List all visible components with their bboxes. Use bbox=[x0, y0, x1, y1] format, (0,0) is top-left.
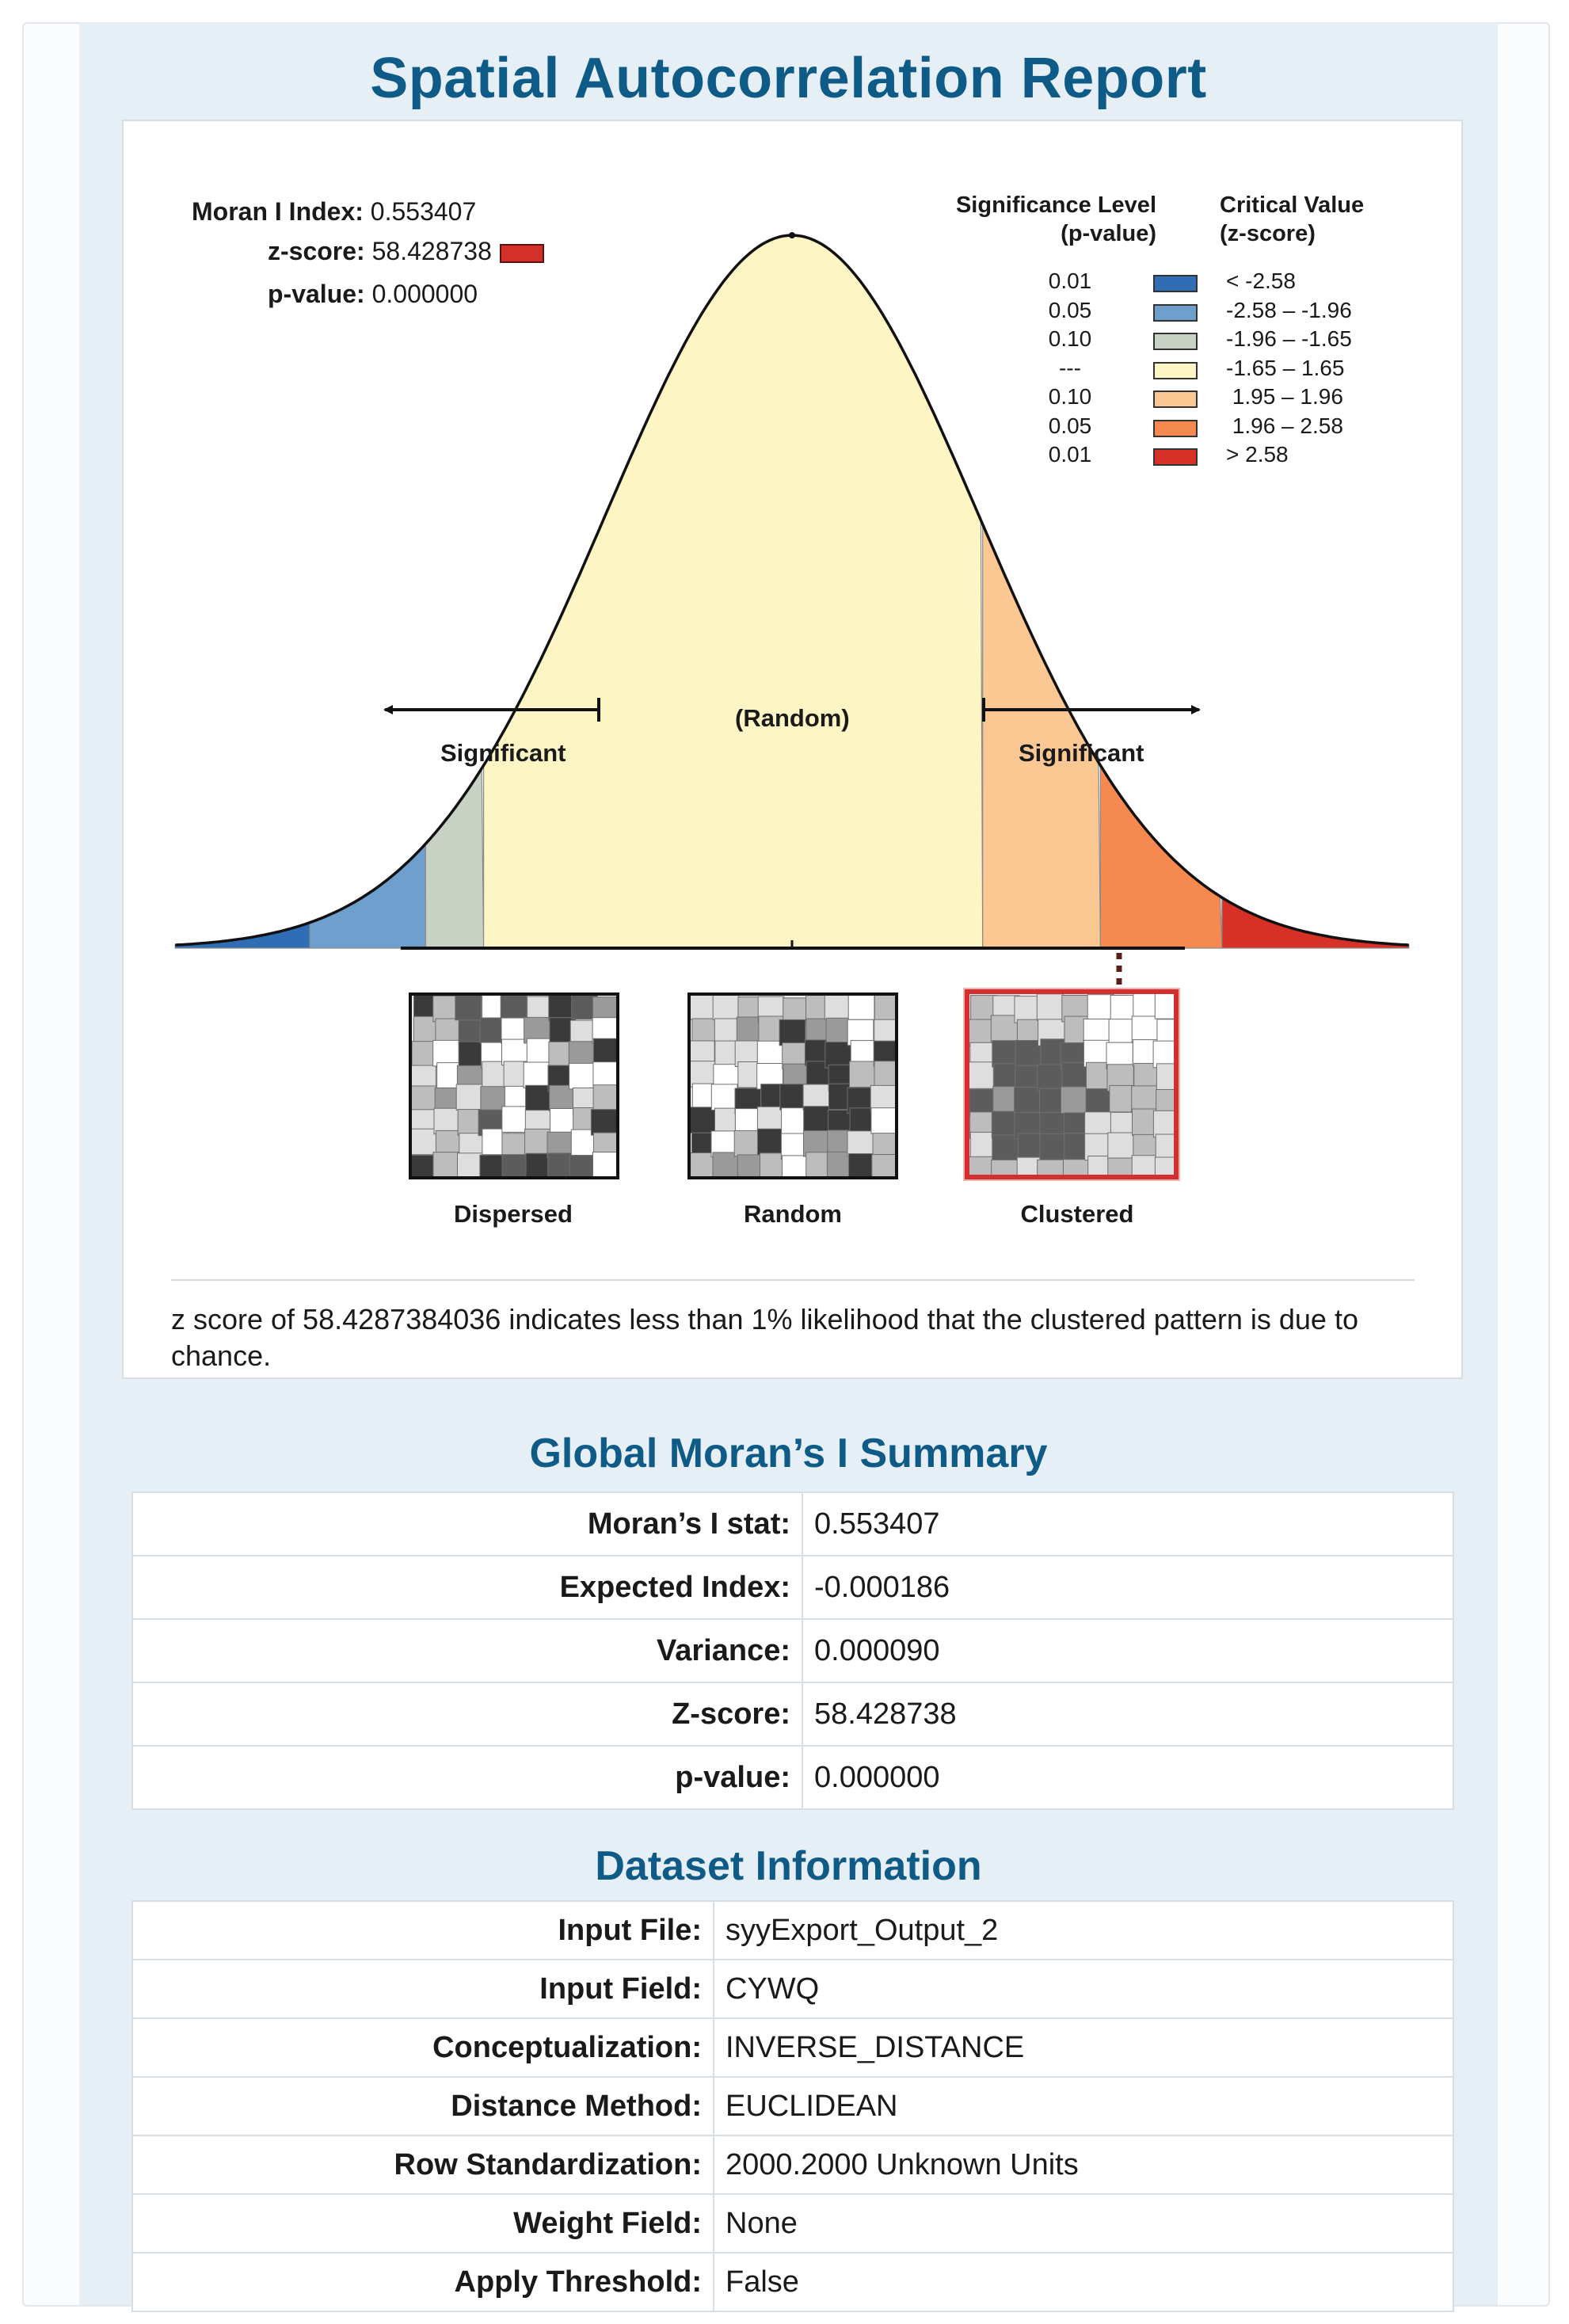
map-polygon bbox=[969, 1062, 993, 1089]
z-score-label: z-score: bbox=[268, 237, 365, 265]
map-polygon bbox=[779, 1019, 805, 1046]
map-polygon bbox=[849, 1154, 875, 1177]
map-polygon bbox=[848, 996, 874, 1019]
legend-row bbox=[1034, 298, 1415, 326]
map-polygon bbox=[969, 1156, 995, 1179]
z-score-value: 58.428738 bbox=[371, 237, 492, 265]
legend-row bbox=[1034, 269, 1415, 297]
row-label: Apply Threshold: bbox=[132, 2253, 714, 2311]
map-polygon bbox=[874, 1061, 895, 1088]
random-center-label: (Random) bbox=[735, 704, 850, 732]
dispersed-label: Dispersed bbox=[454, 1200, 573, 1228]
map-polygon bbox=[758, 1129, 784, 1155]
map-polygon bbox=[824, 996, 851, 1019]
legend-z-title: Critical Value bbox=[1220, 192, 1365, 218]
map-polygon bbox=[1040, 1134, 1066, 1161]
map-polygon bbox=[872, 1155, 895, 1177]
legend-swatch bbox=[1153, 362, 1198, 379]
row-label: Variance: bbox=[132, 1619, 802, 1682]
map-polygon bbox=[569, 1156, 596, 1176]
dispersed-pattern-thumbnail bbox=[409, 992, 619, 1179]
table-row bbox=[132, 2253, 1453, 2311]
map-polygon bbox=[549, 996, 575, 1021]
dispersed-map-image bbox=[412, 996, 616, 1176]
significant-right-label: Significant bbox=[1019, 739, 1144, 767]
map-polygon bbox=[804, 1107, 830, 1133]
legend-swatch bbox=[1153, 304, 1198, 322]
map-polygon bbox=[734, 1130, 760, 1156]
row-label: Conceptualization: bbox=[132, 2018, 714, 2077]
map-polygon bbox=[991, 1015, 1017, 1042]
row-label: Weight Field: bbox=[132, 2194, 714, 2253]
map-polygon bbox=[593, 1085, 616, 1111]
legend-z-range: < -2.58 bbox=[1226, 269, 1296, 293]
map-polygon bbox=[713, 996, 739, 1020]
map-polygon bbox=[412, 1129, 437, 1155]
row-value: syyExport_Output_2 bbox=[714, 1901, 1453, 1960]
map-polygon bbox=[524, 1062, 550, 1088]
map-polygon bbox=[1109, 1019, 1135, 1046]
legend-z-range: > 2.58 bbox=[1226, 442, 1289, 467]
moran-index-value: 0.553407 bbox=[370, 197, 477, 226]
curve-band bbox=[310, 844, 425, 948]
map-polygon bbox=[1132, 1016, 1158, 1043]
table-row bbox=[132, 2194, 1453, 2253]
row-label: Input File: bbox=[132, 1901, 714, 1960]
moran-index-label: Moran I Index: bbox=[192, 197, 364, 226]
legend-swatch bbox=[1153, 420, 1198, 437]
map-polygon bbox=[1108, 1133, 1134, 1160]
map-polygon bbox=[992, 1160, 1018, 1179]
table-row bbox=[132, 1682, 1453, 1746]
map-polygon bbox=[412, 1156, 436, 1177]
map-polygon bbox=[569, 1063, 596, 1089]
legend-p-value: --- bbox=[1059, 355, 1081, 380]
legend-p-heading bbox=[895, 191, 1156, 248]
table-row bbox=[132, 1746, 1453, 1809]
legend-row bbox=[1034, 442, 1415, 471]
map-polygon bbox=[1087, 995, 1114, 1022]
map-polygon bbox=[1153, 1111, 1179, 1137]
map-polygon bbox=[691, 1107, 716, 1133]
p-value-value: 0.000000 bbox=[371, 280, 478, 308]
p-value-label: p-value: bbox=[268, 280, 365, 308]
legend-row bbox=[1034, 356, 1415, 384]
map-polygon bbox=[1132, 1156, 1158, 1179]
row-label: p-value: bbox=[132, 1746, 802, 1809]
clustered-map-image bbox=[969, 994, 1179, 1179]
table-row bbox=[132, 1901, 1453, 1960]
legend-z-range: 1.95 – 1.96 bbox=[1226, 384, 1343, 409]
map-polygon bbox=[711, 1084, 737, 1111]
legend-z-range: -1.65 – 1.65 bbox=[1226, 355, 1345, 380]
random-map-image bbox=[691, 996, 895, 1176]
table-row bbox=[132, 2077, 1453, 2135]
report bbox=[79, 22, 1498, 2305]
map-polygon bbox=[874, 996, 895, 1021]
legend-z-heading bbox=[1220, 191, 1364, 248]
map-polygon bbox=[691, 1061, 715, 1088]
map-polygon bbox=[1156, 1064, 1179, 1091]
map-polygon bbox=[871, 1108, 895, 1134]
legend-p-value: 0.05 bbox=[1048, 413, 1092, 438]
legend-p-value: 0.01 bbox=[1048, 442, 1092, 467]
map-polygon bbox=[783, 1156, 809, 1176]
legend-row bbox=[1034, 326, 1415, 355]
map-polygon bbox=[1108, 1158, 1134, 1179]
dataset-title: Dataset Information bbox=[595, 1843, 982, 1889]
row-label: Input Field: bbox=[132, 1960, 714, 2018]
map-polygon bbox=[455, 996, 482, 1020]
map-polygon bbox=[1155, 1157, 1179, 1179]
map-polygon bbox=[459, 1042, 485, 1068]
map-polygon bbox=[433, 1152, 459, 1176]
table-row bbox=[132, 1492, 1453, 1556]
map-polygon bbox=[456, 1084, 482, 1111]
curve-band bbox=[484, 235, 983, 948]
curve-band bbox=[425, 768, 483, 948]
legend-row bbox=[1034, 413, 1415, 442]
legend-z-range: -1.96 – -1.65 bbox=[1226, 326, 1352, 351]
p-value-line bbox=[268, 280, 478, 309]
map-polygon bbox=[992, 1041, 1019, 1068]
map-polygon bbox=[1132, 1086, 1158, 1113]
map-polygon bbox=[593, 1152, 617, 1177]
map-polygon bbox=[526, 1085, 552, 1111]
legend-row bbox=[1034, 384, 1415, 413]
map-polygon bbox=[969, 1019, 994, 1046]
row-label: Expected Index: bbox=[132, 1556, 802, 1619]
table-row bbox=[132, 1960, 1453, 2018]
legend-swatch bbox=[1153, 448, 1198, 466]
legend-z-range: -2.58 – -1.96 bbox=[1226, 297, 1352, 322]
summary-table bbox=[131, 1492, 1454, 1810]
map-polygon bbox=[591, 1110, 616, 1136]
legend-p-value: 0.10 bbox=[1048, 326, 1092, 351]
panel-divider bbox=[171, 1279, 1415, 1281]
map-polygon bbox=[434, 1108, 460, 1134]
row-value: CYWQ bbox=[714, 1960, 1453, 2018]
map-polygon bbox=[593, 1038, 616, 1065]
row-label: Z-score: bbox=[132, 1682, 802, 1746]
legend-swatch bbox=[1153, 391, 1198, 408]
row-value: 58.428738 bbox=[802, 1682, 1453, 1746]
graphic-panel bbox=[122, 120, 1463, 1379]
row-label: Moran’s I stat: bbox=[132, 1492, 802, 1556]
table-row bbox=[132, 1556, 1453, 1619]
map-polygon bbox=[870, 1085, 895, 1111]
map-polygon bbox=[825, 1042, 851, 1069]
clustered-pattern-thumbnail bbox=[965, 989, 1179, 1179]
legend-swatch bbox=[1153, 275, 1198, 292]
map-polygon bbox=[1038, 1160, 1064, 1179]
row-label: Distance Method: bbox=[132, 2077, 714, 2135]
report-title: Spatial Autocorrelation Report bbox=[370, 47, 1207, 110]
legend-p-value: 0.10 bbox=[1048, 384, 1092, 409]
row-label: Row Standardization: bbox=[132, 2135, 714, 2194]
map-polygon bbox=[593, 1062, 616, 1088]
map-polygon bbox=[433, 1040, 459, 1066]
row-value: EUCLIDEAN bbox=[714, 2077, 1453, 2135]
legend-p-value: 0.01 bbox=[1048, 269, 1092, 293]
legend-swatch bbox=[1153, 333, 1198, 350]
map-polygon bbox=[780, 1084, 806, 1111]
row-value: 2000.2000 Unknown Units bbox=[714, 2135, 1453, 2194]
legend-p-subtitle: (p-value) bbox=[1061, 221, 1156, 246]
row-value: 0.000090 bbox=[802, 1619, 1453, 1682]
row-value: 0.000000 bbox=[802, 1746, 1453, 1809]
summary-title: Global Moran’s I Summary bbox=[529, 1431, 1048, 1476]
map-polygon bbox=[1156, 1134, 1179, 1161]
map-polygon bbox=[502, 1155, 528, 1176]
moran-index-line bbox=[192, 197, 476, 227]
map-polygon bbox=[1037, 994, 1063, 1020]
random-label: Random bbox=[744, 1200, 842, 1228]
z-score-swatch bbox=[500, 244, 544, 263]
curve-peak-marker bbox=[789, 232, 795, 238]
map-polygon bbox=[847, 1131, 874, 1157]
curve-band bbox=[1222, 897, 1409, 948]
legend-z-range: 1.96 – 2.58 bbox=[1226, 413, 1343, 438]
table-row bbox=[132, 2018, 1453, 2077]
row-value: -0.000186 bbox=[802, 1556, 1453, 1619]
row-value: INVERSE_DISTANCE bbox=[714, 2018, 1453, 2077]
row-value: 0.553407 bbox=[802, 1492, 1453, 1556]
row-value: False bbox=[714, 2253, 1453, 2311]
legend-p-value: 0.05 bbox=[1048, 297, 1092, 322]
significant-left-label: Significant bbox=[440, 739, 566, 767]
legend-z-subtitle: (z-score) bbox=[1220, 221, 1316, 246]
map-polygon bbox=[458, 1153, 484, 1176]
clustered-label: Clustered bbox=[1020, 1200, 1134, 1228]
table-row bbox=[132, 1619, 1453, 1682]
map-polygon bbox=[412, 1086, 436, 1112]
map-polygon bbox=[1086, 1089, 1112, 1116]
map-polygon bbox=[1038, 1065, 1064, 1092]
legend-p-title: Significance Level bbox=[955, 192, 1156, 218]
random-pattern-thumbnail bbox=[687, 992, 898, 1179]
row-value: None bbox=[714, 2194, 1453, 2253]
map-polygon bbox=[501, 996, 527, 1021]
map-polygon bbox=[850, 1061, 876, 1088]
z-score-line bbox=[268, 237, 544, 266]
table-row bbox=[132, 2135, 1453, 2194]
map-polygon bbox=[691, 996, 716, 1019]
map-polygon bbox=[525, 1129, 551, 1155]
map-polygon bbox=[1015, 1088, 1041, 1114]
map-polygon bbox=[1061, 1087, 1087, 1114]
map-polygon bbox=[1063, 1160, 1089, 1179]
map-polygon bbox=[1155, 994, 1179, 1019]
dataset-table bbox=[131, 1900, 1454, 2312]
map-polygon bbox=[502, 1107, 528, 1133]
interpretation-text: z score of 58.4287384036 indicates less than 1% likelihood that the clustered pattern is due to chance. bbox=[171, 1303, 1358, 1372]
